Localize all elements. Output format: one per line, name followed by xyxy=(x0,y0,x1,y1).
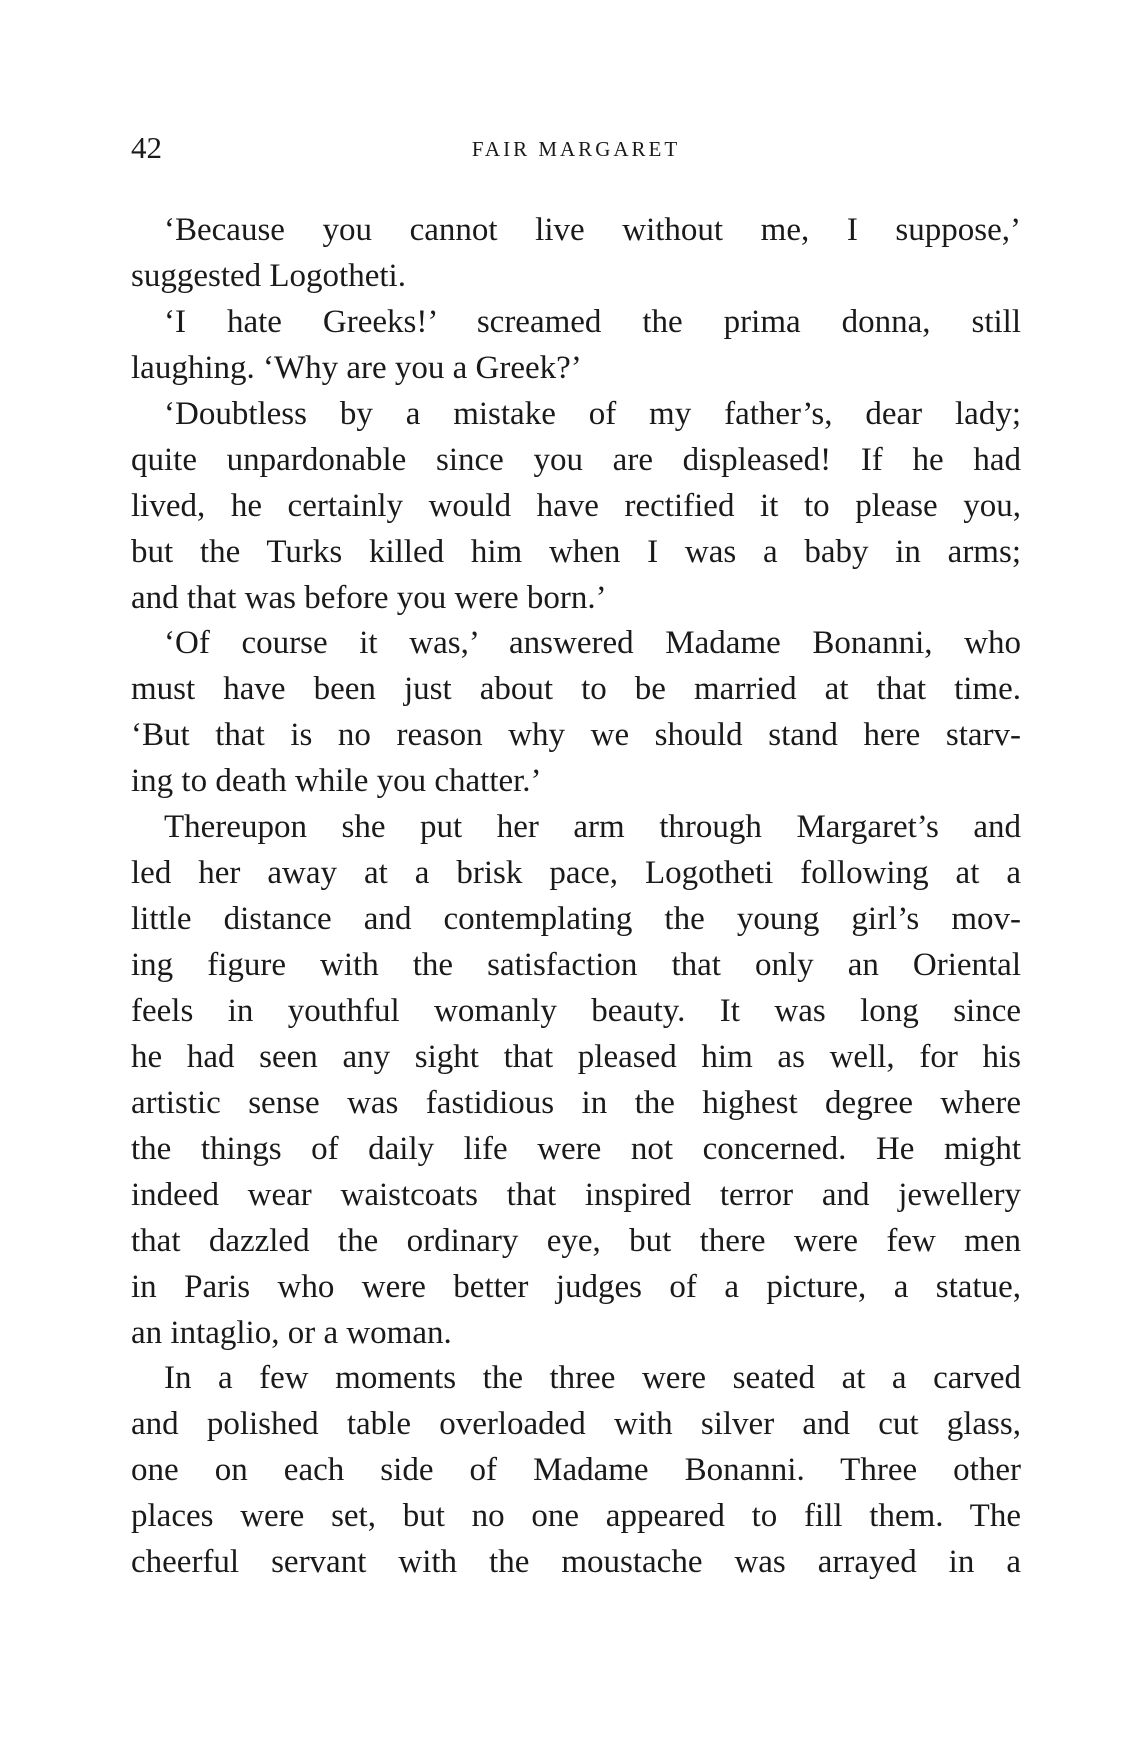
text-line: an intaglio, or a woman. xyxy=(131,1314,452,1351)
text-line: indeed wear waistcoats that inspired terror and jewellery xyxy=(131,1176,1021,1213)
text-line: quite unpardonable since you are displeased! If he had xyxy=(131,441,1021,478)
text-line: that dazzled the ordinary eye, but there were few men xyxy=(131,1222,1021,1259)
text-line: and polished table overloaded with silver and cut glass, xyxy=(131,1406,1021,1443)
text-line: ‘But that is no reason why we should stand here starv- xyxy=(131,717,1021,754)
body-text xyxy=(131,208,1021,1586)
text-line: in Paris who were better judges of a picture, a statue, xyxy=(131,1268,1021,1305)
text-line: and that was before you were born.’ xyxy=(131,579,607,616)
text-line: places were set, but no one appeared to fill them. The xyxy=(131,1498,1021,1535)
text-line: ing figure with the satisfaction that only an Oriental xyxy=(131,947,1021,983)
text-line: ‘I hate Greeks!’ screamed the prima donna, still xyxy=(164,303,1021,340)
page-number: 42 xyxy=(131,130,162,165)
text-line: ing to death while you chatter.’ xyxy=(131,763,542,800)
text-line: ‘Doubtless by a mistake of my father’s, dear lady; xyxy=(164,395,1021,432)
running-title: FAIR MARGARET xyxy=(471,137,681,161)
text-line: cheerful servant with the moustache was arrayed in a xyxy=(131,1544,1021,1581)
text-line: suggested Logotheti. xyxy=(131,257,406,294)
text-line: led her away at a brisk pace, Logotheti following at a xyxy=(131,855,1021,892)
text-line: the things of daily life were not concerned. He might xyxy=(131,1130,1021,1167)
text-line: one on each side of Madame Bonanni. Three other xyxy=(131,1452,1021,1489)
text-line: ‘Because you cannot live without me, I suppose,’ xyxy=(164,212,1021,248)
text-line: artistic sense was fastidious in the highest degree where xyxy=(131,1084,1021,1121)
text-line: little distance and contemplating the young girl’s mov- xyxy=(131,901,1021,938)
text-line: must have been just about to be married at that time. xyxy=(131,671,1021,708)
text-line: Thereupon she put her arm through Margaret’s and xyxy=(164,809,1021,846)
text-line: but the Turks killed him when I was a baby in arms; xyxy=(131,533,1021,570)
text-line: feels in youthful womanly beauty. It was long since xyxy=(131,992,1021,1029)
text-line: In a few moments the three were seated at a carved xyxy=(164,1360,1021,1397)
text-line: he had seen any sight that pleased him as well, for his xyxy=(131,1038,1021,1075)
text-line: lived, he certainly would have rectified it to please you, xyxy=(131,487,1021,524)
text-line: laughing. ‘Why are you a Greek?’ xyxy=(131,349,582,386)
text-line: ‘Of course it was,’ answered Madame Bonanni, who xyxy=(164,625,1021,662)
running-head xyxy=(131,128,1021,168)
